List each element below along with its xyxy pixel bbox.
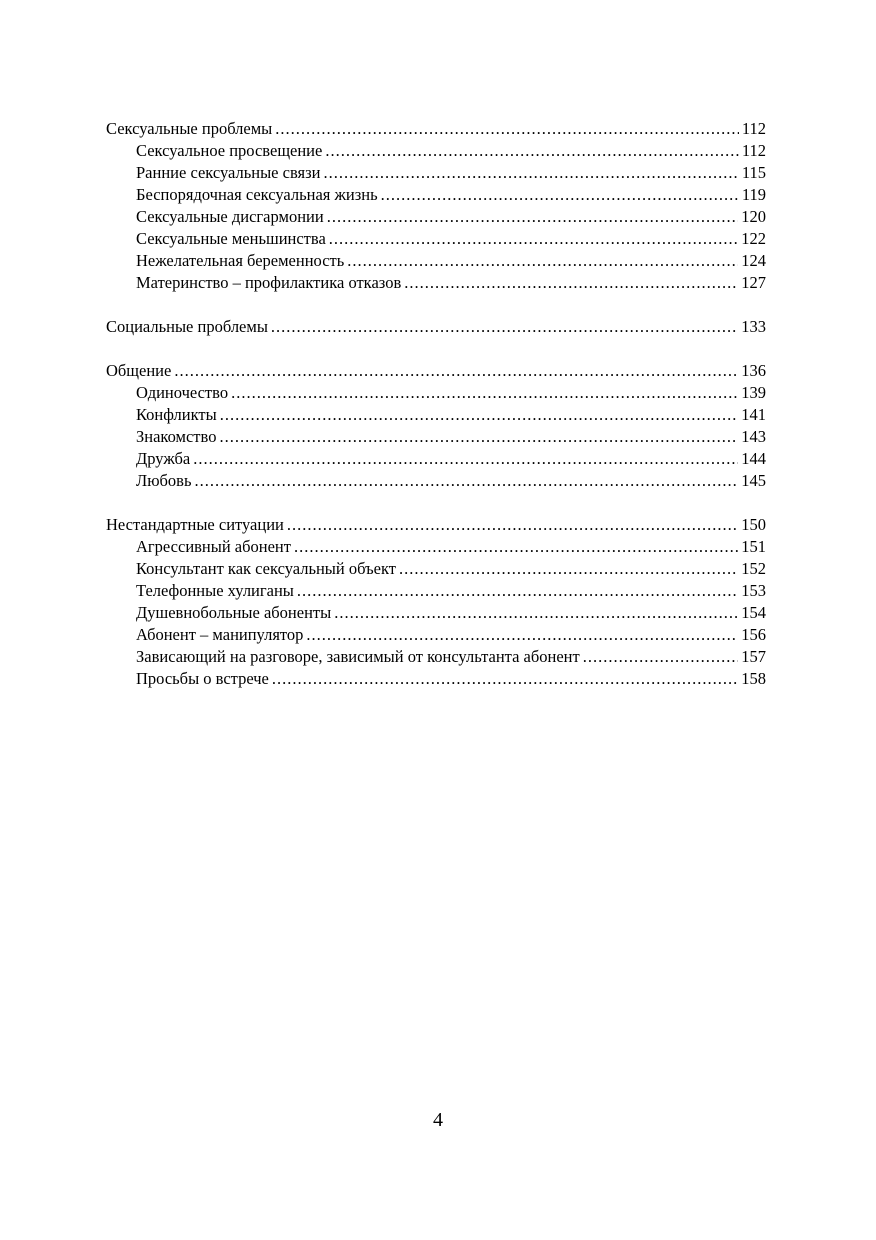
- toc-entry-title: Нестандартные ситуации: [106, 515, 284, 534]
- toc-entry[interactable]: [106, 360, 766, 382]
- toc-subentry[interactable]: [106, 140, 766, 162]
- toc-entry-page: 143: [741, 427, 766, 446]
- toc-entry-title: Агрессивный абонент: [136, 537, 291, 556]
- toc-entry-title: Консультант как сексуальный объект: [136, 559, 396, 578]
- dot-leader: [231, 382, 738, 404]
- toc-entry-page: 136: [741, 361, 766, 380]
- toc-subentry[interactable]: [106, 668, 766, 690]
- toc-entry-page: 144: [741, 449, 766, 468]
- toc-entry-page: 152: [741, 559, 766, 578]
- toc-subentry[interactable]: [106, 558, 766, 580]
- dot-leader: [219, 426, 738, 448]
- toc-entry[interactable]: [106, 514, 766, 536]
- toc-entry-page: 122: [741, 229, 766, 248]
- toc-entry-title: Материнство – профилактика отказов: [136, 273, 402, 292]
- toc-entry-page: 145: [741, 471, 766, 490]
- dot-leader: [583, 646, 739, 668]
- toc-section: [106, 316, 766, 338]
- table-of-contents: [106, 118, 766, 690]
- toc-subentry[interactable]: [106, 646, 766, 668]
- toc-entry-page: 141: [741, 405, 766, 424]
- toc-entry-title: Душевнобольные абоненты: [136, 603, 332, 622]
- toc-entry-page: 119: [741, 185, 766, 204]
- toc-entry-title: Телефонные хулиганы: [136, 581, 294, 600]
- dot-leader: [287, 514, 738, 536]
- toc-entry[interactable]: [106, 118, 766, 140]
- toc-entry-title: Дружба: [136, 449, 191, 468]
- dot-leader: [271, 316, 738, 338]
- toc-entry-page: 157: [741, 647, 766, 666]
- toc-subentry[interactable]: [106, 536, 766, 558]
- toc-subentry[interactable]: [106, 228, 766, 250]
- dot-leader: [327, 206, 739, 228]
- toc-entry-page: 156: [741, 625, 766, 644]
- toc-entry-page: 133: [741, 317, 766, 336]
- dot-leader: [193, 448, 738, 470]
- toc-entry-page: 150: [741, 515, 766, 534]
- dot-leader: [294, 536, 738, 558]
- toc-subentry[interactable]: [106, 580, 766, 602]
- toc-section: [106, 514, 766, 690]
- toc-entry-title: Зависающий на разговоре, зависимый от консультанта абонент: [136, 647, 580, 666]
- dot-leader: [174, 360, 738, 382]
- toc-entry-page: 153: [741, 581, 766, 600]
- toc-entry-title: Одиночество: [136, 383, 229, 402]
- toc-entry-page: 154: [741, 603, 766, 622]
- toc-entry-title: Знакомство: [136, 427, 217, 446]
- toc-entry-title: Сексуальные меньшинства: [136, 229, 326, 248]
- dot-leader: [275, 118, 739, 140]
- toc-subentry[interactable]: [106, 404, 766, 426]
- dot-leader: [334, 602, 738, 624]
- toc-subentry[interactable]: [106, 162, 766, 184]
- toc-entry-page: 112: [741, 119, 766, 138]
- toc-entry-page: 158: [741, 669, 766, 688]
- dot-leader: [323, 162, 738, 184]
- toc-subentry[interactable]: [106, 382, 766, 404]
- dot-leader: [325, 140, 739, 162]
- toc-entry-title: Беспорядочная сексуальная жизнь: [136, 185, 378, 204]
- toc-section: [106, 360, 766, 492]
- toc-subentry[interactable]: [106, 470, 766, 492]
- toc-entry-page: 127: [741, 273, 766, 292]
- toc-entry-title: Просьбы о встрече: [136, 669, 269, 688]
- toc-entry-title: Любовь: [136, 471, 192, 490]
- dot-leader: [272, 668, 738, 690]
- toc-entry[interactable]: [106, 316, 766, 338]
- dot-leader: [404, 272, 738, 294]
- dot-leader: [194, 470, 738, 492]
- toc-subentry[interactable]: [106, 250, 766, 272]
- toc-entry-page: 120: [741, 207, 766, 226]
- page-number: 4: [433, 1109, 443, 1131]
- toc-entry-page: 112: [741, 141, 766, 160]
- toc-entry-title: Ранние сексуальные связи: [136, 163, 321, 182]
- dot-leader: [381, 184, 739, 206]
- toc-subentry[interactable]: [106, 448, 766, 470]
- dot-leader: [297, 580, 738, 602]
- toc-entry-page: 115: [741, 163, 766, 182]
- toc-subentry[interactable]: [106, 426, 766, 448]
- toc-subentry[interactable]: [106, 206, 766, 228]
- toc-entry-title: Социальные проблемы: [106, 317, 268, 336]
- toc-section: [106, 118, 766, 294]
- dot-leader: [329, 228, 738, 250]
- toc-subentry[interactable]: [106, 272, 766, 294]
- toc-entry-title: Нежелательная беременность: [136, 251, 345, 270]
- toc-entry-title: Сексуальное просвещение: [136, 141, 323, 160]
- toc-entry-page: 139: [741, 383, 766, 402]
- toc-entry-title: Конфликты: [136, 405, 217, 424]
- toc-entry-title: Общение: [106, 361, 172, 380]
- toc-entry-page: 124: [741, 251, 766, 270]
- toc-entry-title: Сексуальные проблемы: [106, 119, 273, 138]
- toc-entry-title: Абонент – манипулятор: [136, 625, 304, 644]
- toc-entry-title: Сексуальные дисгармонии: [136, 207, 324, 226]
- toc-subentry[interactable]: [106, 184, 766, 206]
- dot-leader: [347, 250, 738, 272]
- dot-leader: [220, 404, 739, 426]
- dot-leader: [306, 624, 738, 646]
- dot-leader: [399, 558, 738, 580]
- toc-subentry[interactable]: [106, 602, 766, 624]
- toc-subentry[interactable]: [106, 624, 766, 646]
- toc-entry-page: 151: [741, 537, 766, 556]
